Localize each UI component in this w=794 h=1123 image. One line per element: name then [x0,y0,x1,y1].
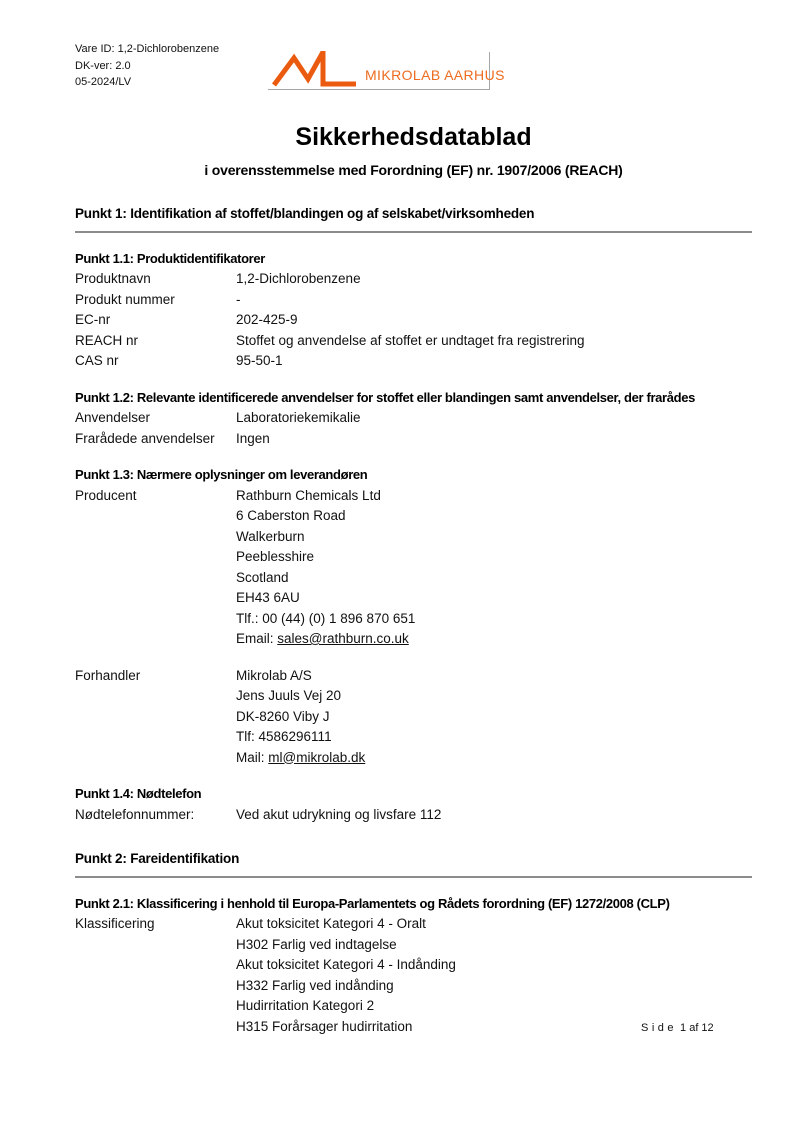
field-label: Nødtelefonnummer: [75,806,195,822]
section-1-3-heading: Punkt 1.3: Nærmere oplysninger om leverandøren [75,467,368,482]
classification-line: H315 Forårsager hudirritation [236,1018,413,1034]
address-line: DK-8260 Viby J [236,708,330,724]
address-line: EH43 6AU [236,590,300,605]
mikrolab-logo-text: MIKROLAB AARHUS [365,67,505,83]
field-row [75,290,752,311]
email-prefix: Email: [236,631,278,646]
field-value: 95-50-1 [236,353,283,368]
forhandler-email-link[interactable]: ml@mikrolab.dk [268,749,366,765]
forhandler-address [236,666,752,769]
email-line [236,629,752,650]
field-label: Produktnavn [75,271,151,286]
field-row [75,429,752,450]
field-label: CAS nr [75,353,119,368]
field-value: Ved akut udrykning og livsfare 112 [236,806,442,822]
phone-line: Tlf.: 00 (44) (0) 1 896 870 651 [236,610,416,626]
field-label: Anvendelser [75,410,151,425]
field-value: 202-425-9 [236,312,298,327]
field-label: Produkt nummer [75,291,175,307]
classification-line: Akut toksicitet Kategori 4 - Indånding [236,957,456,972]
document-content [75,0,752,1037]
field-row [75,269,752,290]
field-label: Producent [75,487,137,503]
field-label: REACH nr [75,332,139,348]
classification-line: H302 Farlig ved indtagelse [236,936,397,952]
producent-address [236,486,752,650]
footer-side-label: Side [641,1022,678,1034]
phone-line: Tlf: 4586296111 [236,729,332,744]
section-1-4-heading: Punkt 1.4: Nødtelefon [75,786,202,801]
address-line: Mikrolab A/S [236,667,312,683]
field-value: Stoffet og anvendelse af stoffet er undtaget fra registrering [236,332,585,348]
field-row [75,351,752,372]
field-value: Laboratoriekemikalie [236,410,361,425]
footer-page-number: 1 af 12 [680,1022,714,1034]
doc-info-vare-id: Vare ID: 1,2-Dichlorobenzene [75,43,220,55]
field-value: - [236,291,241,307]
field-row [75,805,752,826]
field-label: EC-nr [75,312,111,327]
address-line: Scotland [236,569,289,585]
klassificering-lines [236,914,752,1037]
field-label: Forhandler [75,667,141,683]
field-row [75,310,752,331]
address-line: Peeblesshire [236,549,315,564]
classification-line: Hudirritation Kategori 2 [236,998,375,1013]
email-prefix: Mail: [236,749,269,765]
section-1-2-heading: Punkt 1.2: Relevante identificerede anvendelser for stoffet eller blandingen samt anvendelser, der frarådes [75,389,695,405]
address-line: 6 Caberston Road [236,508,346,523]
producent-row [75,486,752,650]
field-row [75,408,752,429]
field-value: 1,2-Dichlorobenzene [236,271,361,286]
forhandler-row [75,666,752,769]
document-title: Sikkerhedsdatablad [295,123,532,151]
classification-line: Akut toksicitet Kategori 4 - Oralt [236,916,426,931]
producent-email-link[interactable]: sales@rathburn.co.uk [277,631,409,646]
address-line: Rathburn Chemicals Ltd [236,487,381,503]
field-label: Frarådede anvendelser [75,430,215,446]
section-2-heading: Punkt 2: Fareidentifikation [75,849,752,878]
klassificering-row [75,914,752,1037]
classification-line: H332 Farlig ved indånding [236,977,394,993]
section-1-1-heading: Punkt 1.1: Produktidentifikatorer [75,250,265,266]
field-row [75,331,752,352]
address-line: Jens Juuls Vej 20 [236,688,342,703]
doc-info-dk-ver: DK-ver: 2.0 [75,59,131,72]
field-label: Klassificering [75,916,155,931]
section-1-heading: Punkt 1: Identifikation af stoffet/blandingen og af selskabet/virksomheden [75,204,752,233]
section-2-1-heading: Punkt 2.1: Klassificering i henhold til Europa-Parlamentets og Rådets forordning (EF) 1272/2008 (CLP) [75,895,670,911]
document-subtitle: i overensstemmelse med Forordning (EF) nr. 1907/2006 (REACH) [204,162,623,178]
email-line [236,748,752,769]
address-line: Walkerburn [236,528,305,544]
doc-info-date-code: 05-2024/LV [75,76,132,88]
field-value: Ingen [236,430,270,446]
page-footer [641,1022,714,1034]
